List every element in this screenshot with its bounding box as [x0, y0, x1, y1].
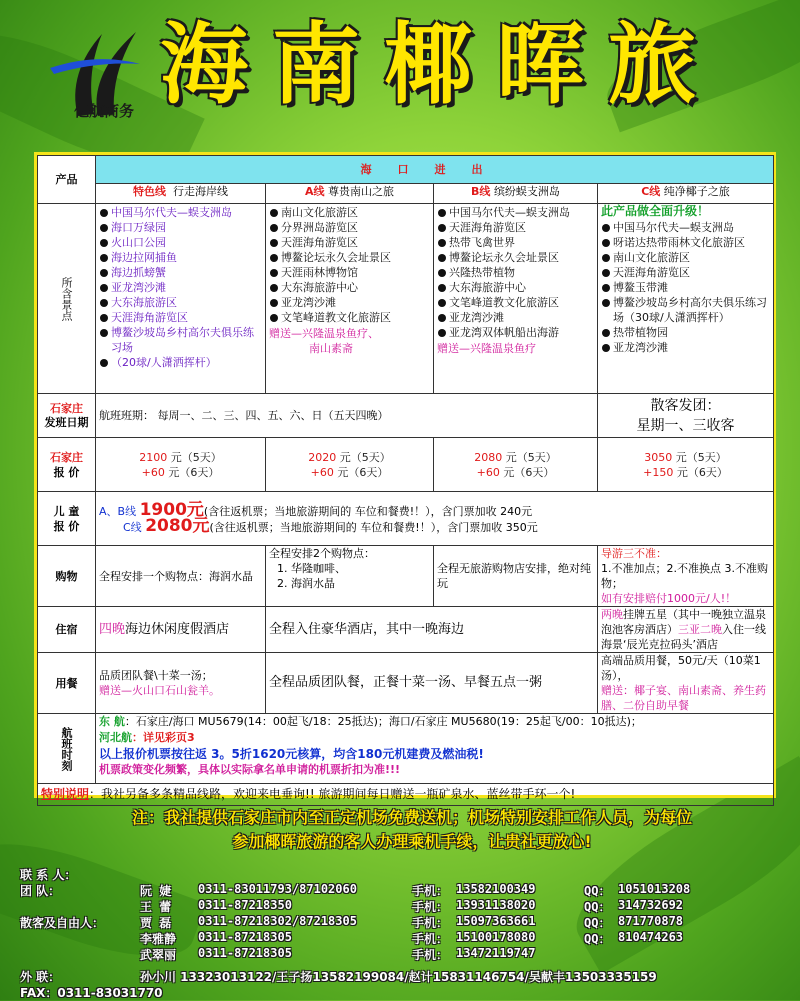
spot-item: 亚龙湾沙滩	[437, 310, 594, 325]
price-a	[266, 438, 434, 492]
route-name: A线	[304, 185, 325, 198]
special-label: 特别说明	[41, 787, 90, 801]
price-label	[38, 438, 96, 492]
spot-item: 海边拉网捕鱼	[99, 250, 262, 265]
days-label: （6天）	[348, 465, 389, 479]
child-price-note: (含往返机票；当地旅游期间的 车位和餐费!！），含门票加收 240元	[203, 504, 533, 518]
contact-tel: 0311-87218350	[198, 898, 292, 912]
yuan-unit: 元	[168, 465, 180, 479]
price-b	[434, 438, 598, 492]
stay-ab: 全程入住豪华酒店，其中一晚海边	[266, 607, 598, 653]
scatter-group	[598, 394, 774, 438]
shop-title: 导游三不准：	[601, 547, 667, 560]
team-label: 团 队：	[20, 884, 61, 898]
spots-special	[96, 204, 266, 394]
haikou-header: 海口进出	[96, 156, 774, 184]
spot-item: 分界洲岛游览区	[269, 220, 430, 235]
route-desc: 缤纷蜈支洲岛	[493, 185, 560, 198]
contact-qq: 314732692	[618, 898, 684, 912]
flight-note: 以上报价机票按往返 3。5折1620元核算，均含180元机建费及燃油税!	[99, 747, 484, 761]
price-6-days: +150	[643, 465, 674, 479]
meal-text: 高端品质用餐，50元/天（10菜1汤），	[601, 654, 761, 682]
spot-item: 大东海旅游区	[99, 295, 262, 310]
yuan-unit: 元	[505, 450, 517, 464]
gift-text: 赠送—兴隆温泉鱼疗、	[269, 327, 379, 340]
stay-text: 入住一线海景‘辰光克拉码头’酒店	[601, 623, 766, 651]
shop-title: 全程安排2个购物点：	[269, 547, 375, 560]
note-line: 参加椰晖旅游的客人办理乘机手续，让贵社更放心!	[232, 832, 592, 851]
stay-special	[96, 607, 266, 653]
contact-qq-label: QQ：	[584, 884, 611, 898]
spot-item: 天涯海角游览区	[601, 265, 770, 280]
shop-item: 1. 华隆咖啡、	[277, 562, 346, 575]
route-desc: 行走海岸线	[173, 185, 228, 198]
stay-nights: 三亚二晚	[678, 623, 722, 636]
contact-name: 李雅静	[140, 932, 177, 946]
route-desc: 纯净椰子之旅	[663, 185, 730, 198]
contacts-section	[0, 864, 800, 1000]
spot-item: 热带植物园	[601, 325, 770, 340]
outside-label: 外 联：	[20, 970, 61, 984]
meal-gift: 赠送：椰子宴、南山素斋、养生药膳、二份自助早餐	[601, 684, 766, 712]
contact-mobile-label: 手机：	[412, 916, 449, 930]
spot-item: 海口万绿园	[99, 220, 262, 235]
shop-b: 全程无旅游购物店安排，绝对纯玩	[434, 546, 598, 607]
route-name: C线	[641, 185, 661, 198]
contact-qq: 810474263	[618, 930, 684, 944]
route-b	[434, 184, 598, 204]
contact-mobile-label: 手机：	[412, 884, 449, 898]
spots-label: 所含景点	[38, 204, 96, 394]
gift-text: 赠送—兴隆温泉鱼疗	[437, 342, 536, 355]
contact-name: 贾 磊	[140, 916, 172, 930]
spot-item: 博鳌论坛永久会址景区	[437, 250, 594, 265]
shop-item: 如有安排赔付1000元/人!！	[601, 592, 737, 605]
airline-name: 河北航	[99, 731, 132, 744]
price-c	[598, 438, 774, 492]
shopping-label: 购物	[38, 546, 96, 607]
stay-label: 住宿	[38, 607, 96, 653]
stay-nights: 两晚	[601, 608, 623, 621]
schedule-label-date: 发班日期	[44, 415, 89, 429]
special-notice	[38, 784, 774, 806]
days-label: （6天）	[687, 465, 728, 479]
spot-item: 呀诺达热带雨林文化旅游区	[601, 235, 770, 250]
spot-item: 天涯雨林博物馆	[269, 265, 430, 280]
yuan-unit: 元	[339, 450, 351, 464]
price-label-text: 报 价	[53, 465, 80, 479]
yuan-unit: 元	[675, 450, 687, 464]
contact-mobile-label: 手机：	[412, 932, 449, 946]
route-special	[96, 184, 266, 204]
spot-item: 火山口公园	[99, 235, 262, 250]
special-text: ：我社另备多条精品线路，欢迎来电垂询!! 旅游期间每日赠送一瓶矿泉水、蓝丝带手环一个!	[89, 787, 576, 801]
price-5-days: 2100	[139, 450, 168, 464]
yuan-unit: 元	[676, 465, 688, 479]
child-price: 2080元	[145, 515, 210, 536]
route-a	[266, 184, 434, 204]
spot-item: 天涯海角游览区	[437, 220, 594, 235]
shop-special: 全程安排一个购物点：海润水晶	[96, 546, 266, 607]
spot-item: 中国马尔代夫—蜈支洲岛	[99, 205, 262, 220]
contact-tel: 0311-87218305	[198, 946, 292, 960]
price-6-days: +60	[476, 465, 500, 479]
scatter-title: 散客发团：	[650, 397, 721, 414]
flight-warning: 机票政策变化频繁，具体以实际拿名单申请的机票折扣为准!!!	[99, 763, 401, 776]
contact-tel: 0311-87218302/87218305	[198, 914, 357, 928]
contact-mobile: 13472119747	[456, 946, 536, 960]
stay-text: 挂牌五星（其中一晚独立温泉泡池客房酒店）	[601, 608, 766, 636]
contact-mobile: 15100178080	[456, 930, 536, 944]
spot-item: 大东海旅游中心	[269, 280, 430, 295]
child-label-price: 报 价	[53, 519, 80, 533]
contact-qq-label: QQ：	[584, 932, 611, 946]
spot-item: 亚龙湾沙滩	[269, 295, 430, 310]
route-name: B线	[471, 185, 491, 198]
outside-contacts: 孙小川 13323013122/王子扬13582199084/赵计15831146754/吴献丰13503335159	[140, 970, 657, 984]
contact-qq-label: QQ：	[584, 916, 611, 930]
airport-note	[42, 806, 782, 854]
spots-c	[598, 204, 774, 394]
spot-item: 南山文化旅游区	[269, 205, 430, 220]
contact-mobile: 15097363661	[456, 914, 536, 928]
shop-a	[266, 546, 434, 607]
spot-item: 中国马尔代夫—蜈支洲岛	[601, 220, 770, 235]
contact-qq: 871770878	[618, 914, 684, 928]
contact-qq-label: QQ：	[584, 900, 611, 914]
spot-item: 亚龙湾沙滩	[601, 340, 770, 355]
contacts-header: 联 系 人：	[20, 868, 77, 882]
schedule-label	[38, 394, 96, 438]
price-5-days: 3050	[644, 450, 673, 464]
stay-nights: 四晚	[99, 621, 126, 637]
flight-times	[96, 714, 774, 784]
spot-item: 文笔峰道教文化旅游区	[269, 310, 430, 325]
child-route: C线	[123, 520, 142, 534]
child-label: 儿 童	[53, 504, 80, 518]
days-label: （6天）	[514, 465, 555, 479]
child-price-note: (含往返机票；当地旅游期间的 车位和餐费!！），含门票加收 350元	[209, 520, 538, 534]
days-label: （5天）	[350, 450, 391, 464]
days-label: （5天）	[516, 450, 557, 464]
shop-item: 1.不准加点；2.不准换点 3.不准购物；	[601, 562, 768, 590]
days-label: （5天）	[181, 450, 222, 464]
contact-name: 武翠丽	[140, 948, 177, 962]
price-6-days: +60	[141, 465, 165, 479]
spot-item: （20球/人潇洒挥杆）	[99, 355, 262, 370]
spot-item: 南山文化旅游区	[601, 250, 770, 265]
page-title: 海南椰晖旅	[160, 13, 721, 116]
price-label-city: 石家庄	[50, 450, 83, 464]
price-5-days: 2020	[308, 450, 337, 464]
contact-name: 阮 婕	[140, 884, 172, 898]
route-name: 特色线	[133, 185, 166, 198]
airline-name: 东 航	[99, 715, 125, 728]
contact-mobile: 13582100349	[456, 882, 536, 896]
gift-text: 南山素斋	[309, 342, 353, 355]
spot-item: 海边抓螃蟹	[99, 265, 262, 280]
spot-item: 亚龙湾双体帆船出海游	[437, 325, 594, 340]
flight-time-label: 航班时刻	[38, 714, 96, 784]
upgrade-note: 此产品做全面升级！	[601, 204, 710, 218]
itinerary-table	[37, 155, 774, 806]
stay-c	[598, 607, 774, 653]
child-price: 1900元	[139, 499, 204, 520]
spots-b	[434, 204, 598, 394]
child-route: A、B线	[99, 504, 137, 518]
contact-mobile: 13931138020	[456, 898, 536, 912]
meal-ab: 全程品质团队餐，正餐十菜一汤、早餐五点一粥	[266, 653, 598, 714]
spot-item: 文笔峰道教文化旅游区	[437, 295, 594, 310]
scatter-days: 星期一、三收客	[636, 417, 735, 434]
contact-qq: 1051013208	[618, 882, 691, 896]
schedule-label-city: 石家庄	[50, 401, 83, 415]
price-special	[96, 438, 266, 492]
spot-item: 兴隆热带植物	[437, 265, 594, 280]
spot-item: 亚龙湾沙滩	[99, 280, 262, 295]
spot-item: 博鳌玉带滩	[601, 280, 770, 295]
spot-item: 中国马尔代夫—蜈支洲岛	[437, 205, 594, 220]
airline-schedule: ：详见彩页3	[132, 731, 195, 744]
spot-item: 热带飞禽世界	[437, 235, 594, 250]
contact-name: 王 蕾	[140, 900, 172, 914]
contact-mobile-label: 手机：	[412, 900, 449, 914]
contact-mobile-label: 手机：	[412, 948, 449, 962]
spot-item: 天涯海角游览区	[99, 310, 262, 325]
shop-c	[598, 546, 774, 607]
price-5-days: 2080	[474, 450, 503, 464]
days-label: （6天）	[179, 465, 220, 479]
contact-tel: 0311-87218305	[198, 930, 292, 944]
spot-item: 大东海旅游中心	[437, 280, 594, 295]
meal-text: 品质团队餐\十菜一汤；	[99, 669, 213, 682]
days-label: （5天）	[686, 450, 727, 464]
yuan-unit: 元	[503, 465, 515, 479]
stay-text: 海边休闲度假酒店	[125, 621, 230, 637]
spots-a	[266, 204, 434, 394]
note-line: 注：我社提供石家庄市内至正定机场免费送机；机场特别安排工作人员，为每位	[131, 808, 692, 827]
fax-number: FAX：0311-83031770	[20, 986, 163, 1000]
airline-schedule: ：石家庄/海口 MU5679(14：00起飞/18：25抵达)；海口/石家庄 MU5680(19：25起飞/00：10抵达)；	[124, 715, 642, 728]
spot-item: 博鳌沙坡岛乡村高尔夫俱乐练习场	[99, 325, 262, 355]
flight-days: 航班班期： 每周一、二、三、四、五、六、日（五天四晚）	[96, 394, 598, 438]
shop-item: 2. 海润水晶	[277, 577, 335, 590]
child-prices	[96, 492, 774, 546]
yuan-unit: 元	[170, 450, 182, 464]
meal-special	[96, 653, 266, 714]
child-price-label	[38, 492, 96, 546]
logo-text: 亿航商务	[74, 102, 135, 120]
itinerary-panel	[34, 152, 776, 801]
route-desc: 尊贵南山之旅	[328, 185, 394, 198]
route-c	[598, 184, 774, 204]
meal-c	[598, 653, 774, 714]
price-6-days: +60	[310, 465, 334, 479]
spot-item: 博鳌沙坡岛乡村高尔夫俱乐练习场（30球/人潇洒挥杆）	[601, 295, 770, 325]
meal-gift: 赠送—火山口石山瓮羊。	[99, 684, 220, 697]
contact-tel: 0311-83011793/87102060	[198, 882, 357, 896]
meal-label: 用餐	[38, 653, 96, 714]
product-label: 产品	[38, 156, 96, 204]
spot-item: 博鳌论坛永久会址景区	[269, 250, 430, 265]
scatter-label: 散客及自由人：	[20, 916, 105, 930]
yuan-unit: 元	[337, 465, 349, 479]
spot-item: 天涯海角游览区	[269, 235, 430, 250]
